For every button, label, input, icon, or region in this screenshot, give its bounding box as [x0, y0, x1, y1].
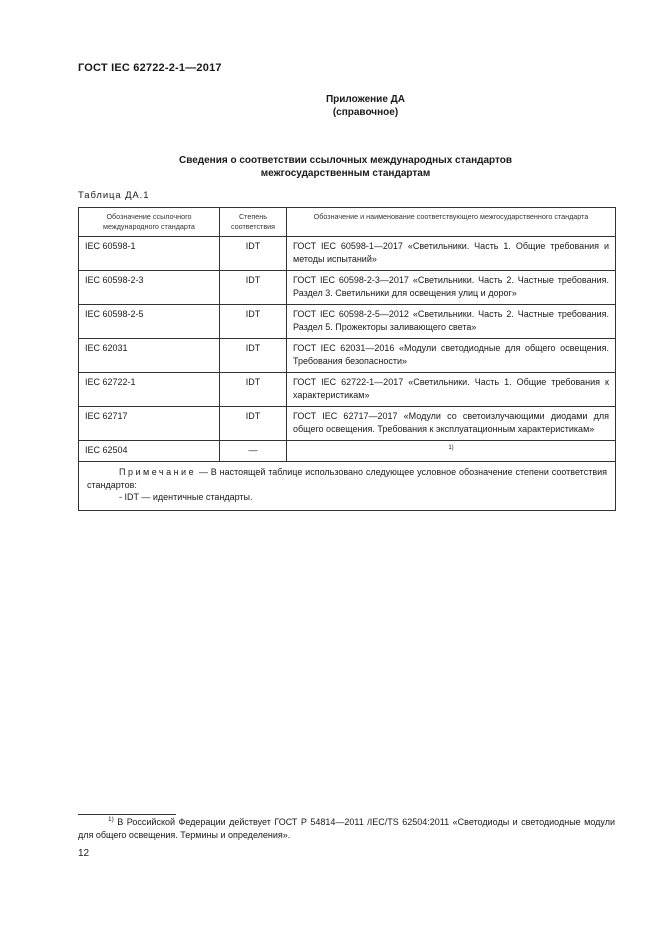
degree-cell: IDT: [220, 271, 287, 305]
table-row: [79, 441, 616, 462]
section-title: [0, 154, 661, 180]
standard-cell: [287, 441, 616, 462]
table-row: [79, 271, 616, 305]
reference-cell: IEC 60598-1: [79, 237, 220, 271]
degree-cell: IDT: [220, 237, 287, 271]
section-title-line1: Сведения о соответствии ссылочных международных стандартов: [178, 155, 513, 166]
standard-cell: ГОСТ IEC 60598-2-3—2017 «Светильники. Часть 2. Частные требования. Раздел 3. Светильники для освещения улиц и дорог»: [287, 271, 616, 305]
page-number: 12: [78, 848, 90, 859]
standard-cell: ГОСТ IEC 60598-1—2017 «Светильники. Часть 1. Общие требования и методы испытаний»: [287, 237, 616, 271]
section-title-line2: межгосударственным стандартам: [260, 168, 431, 179]
table-row: [79, 237, 616, 271]
footnote-separator: [78, 814, 176, 815]
degree-cell: IDT: [220, 407, 287, 441]
reference-cell: IEC 62717: [79, 407, 220, 441]
annex-heading: [0, 93, 661, 119]
footnote-text: В Российской Федерации действует ГОСТ Р 54814—2011 /IEC/TS 62504:2011 «Светодиоды и светодиодные модули для общего освещения. Термины и определения».: [78, 817, 615, 840]
degree-cell: —: [220, 441, 287, 462]
table-row: [79, 373, 616, 407]
note-row: [79, 462, 616, 511]
standard-cell: ГОСТ IEC 62031—2016 «Модули светодиодные для общего освещения. Требования безопасности»: [287, 339, 616, 373]
standard-cell: ГОСТ IEC 62722-1—2017 «Светильники. Часть 1. Общие требования к характеристикам»: [287, 373, 616, 407]
note-text: [87, 466, 607, 491]
table-row: [79, 407, 616, 441]
column-header-reference: Обозначение ссылочного международного стандарта: [79, 208, 220, 237]
annex-subtitle: (справочное): [332, 107, 399, 118]
footnote-reference: 1): [448, 445, 454, 451]
reference-cell: IEC 62504: [79, 441, 220, 462]
standard-cell: ГОСТ IEC 60598-2-5—2012 «Светильники. Часть 2. Частные требования. Раздел 5. Прожекторы заливающего света»: [287, 305, 616, 339]
degree-cell: IDT: [220, 339, 287, 373]
note-item: - IDT — идентичные стандарты.: [119, 492, 253, 502]
table-note: [79, 462, 616, 511]
table-row: [79, 305, 616, 339]
document-code: ГОСТ IEC 62722-2-1—2017: [78, 62, 222, 74]
annex-title: Приложение ДА: [325, 94, 406, 105]
note-body: — В настоящей таблице использовано следующее условное обозначение степени соответствия стандартов:: [87, 467, 607, 490]
column-header-degree: Степень соответствия: [220, 208, 287, 237]
table-header-row: [79, 208, 616, 237]
standard-cell: ГОСТ IEC 62717—2017 «Модули со светоизлучающими диодами для общего освещения. Требования к эксплуатационным характеристикам»: [287, 407, 616, 441]
footnote-marker: 1): [108, 816, 114, 823]
table-row: [79, 339, 616, 373]
reference-cell: IEC 62722-1: [79, 373, 220, 407]
note-label: Примечание: [119, 467, 197, 477]
reference-cell: IEC 60598-2-5: [79, 305, 220, 339]
table-label: Таблица ДА.1: [78, 190, 150, 201]
degree-cell: IDT: [220, 305, 287, 339]
reference-cell: IEC 60598-2-3: [79, 271, 220, 305]
correspondence-table: [78, 207, 616, 511]
column-header-standard: Обозначение и наименование соответствующего межгосударственного стандарта: [287, 208, 616, 237]
degree-cell: IDT: [220, 373, 287, 407]
reference-cell: IEC 62031: [79, 339, 220, 373]
footnote: [78, 816, 615, 842]
